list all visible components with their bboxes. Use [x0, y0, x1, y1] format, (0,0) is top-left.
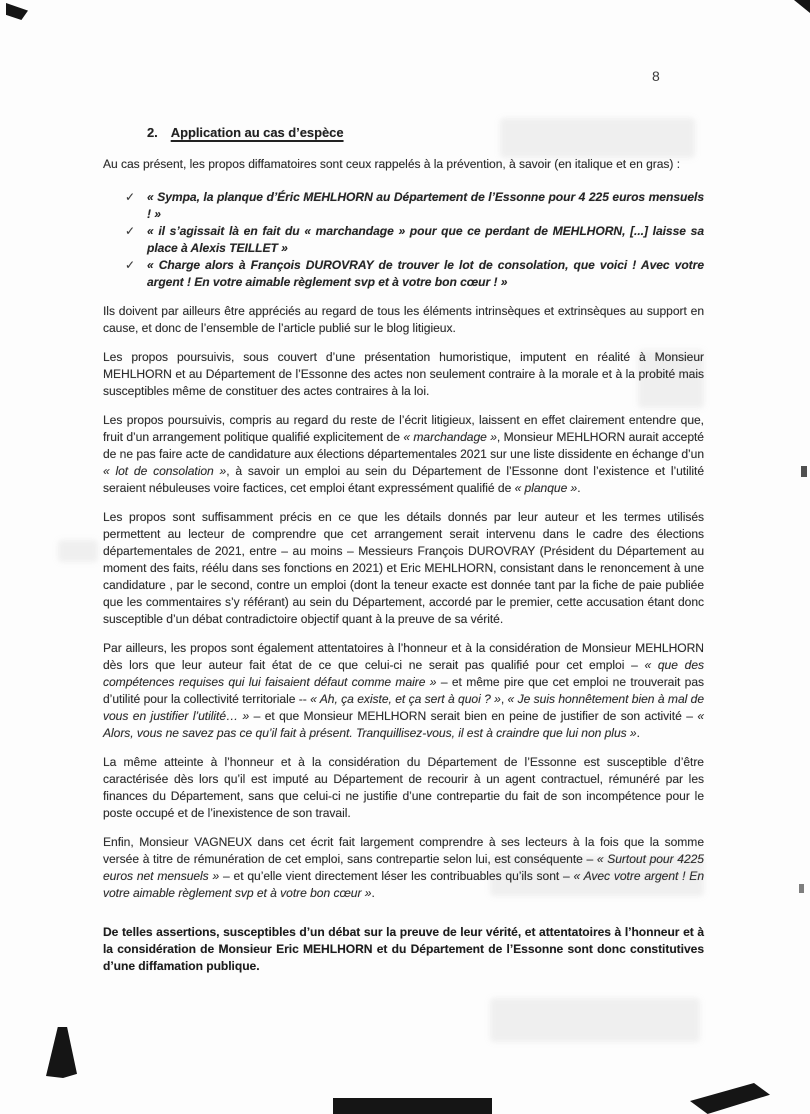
paragraph-conclusion: De telles assertions, susceptibles d’un débat sur la preuve de leur vérité, et attentatoires à l’honneur et à la considération de Monsieur Eric MEHLHORN et du Département de l’Essonne sont donc constitutives d’une diffamation publique. — [103, 925, 704, 973]
section-number: 2. — [147, 125, 158, 140]
quoted-statements-list — [103, 189, 704, 291]
section-title: Application au cas d’espèce — [170, 125, 344, 140]
checkmark-icon: ✓ — [125, 190, 136, 204]
document-body — [103, 124, 704, 975]
quote-item — [103, 189, 704, 223]
paragraph-presentation-humoristique: Les propos poursuivis, sous couvert d’une présentation humoristique, imputent en réalité à Monsieur MEHLHORN et au Département de l’Essonne des actes non seulement contraire à la morale et à la probité mais susceptibles même de constituer des actes contraires à la loi. — [103, 350, 704, 398]
paragraph-appreciation: Ils doivent par ailleurs être appréciés au regard de tous les éléments intrinsèques et extrinsèques au support en cause, et donc de l’ensemble de l’article publié sur le blog litigieux. — [103, 304, 704, 335]
quote-item — [103, 223, 704, 257]
scan-artifact-top-left — [6, 3, 28, 20]
checkmark-icon: ✓ — [125, 258, 136, 272]
scan-artifact-right-edge — [801, 466, 807, 477]
checkmark-icon: ✓ — [125, 224, 136, 238]
scan-artifact-bottom-left — [46, 1027, 77, 1078]
paragraph-precision-des-propos: Les propos sont suffisamment précis en ce que les détails donnés par leur auteur et les termes utilisés permettent au lecteur de comprendre que cet arrangement serait intervenu dans le cadre des élections départementales de 2021, entre – au moins – Messieurs François DUROVRAY (Président du Département au moment des faits, réélu dans ses fonctions en 2021) et Eric MEHLHORN, consistant dans le renoncement à une candidature , par le second, contre un emploi (dont la teneur exacte est donnée tant par la fiche de paie publiée que les commentaires s’y référant) au sein du Département, accordé par le premier, cette accusation étant donc susceptible d’un débat contradictoire objectif quant à la preuve de sa vérité. — [103, 510, 704, 626]
scan-artifact-bottom-right — [690, 1083, 770, 1114]
page-number: 8 — [652, 68, 660, 84]
quote-item — [103, 257, 704, 291]
paragraph-marchandage: Les propos poursuivis, compris au regard du reste de l’écrit litigieux, laissent en effet clairement entendre que, fruit d’un arrangement politique qualifié explicitement de « marchandage », Monsieur MEHLHORN aurait accepté de ne pas faire acte de candidature aux élections départementales 2021 sur une liste dissidente en échange d’un « lot de consolation », à savoir un emploi au sein du Département de l’Essonne dont l’existence et l’utilité seraient nébuleuses voire factices, cet emploi étant expressément qualifié de « planque ». — [103, 413, 704, 495]
quote-text: « Sympa, la planque d’Éric MEHLHORN au Département de l’Essonne pour 4 225 euros mensuels ! » — [147, 190, 704, 221]
scan-artifact-top-right — [794, 0, 810, 13]
quote-text: « il s’agissait là en fait du « marchandage » pour que ce perdant de MEHLHORN, [...] laisse sa place à Alexis TEILLET » — [147, 224, 704, 255]
paragraph-atteinte-honneur-mehlhorn: Par ailleurs, les propos sont également attentatoires à l’honneur et à la considération de Monsieur MEHLHORN dès lors que leur auteur fait état de ce que celui-ci ne serait pas qualifié pour cet emploi – « que des compétences requises qui lui faisaient défaut comme maire » – et même pire que cet emploi ne trouverait pas d’utilité pour la collectivité territoriale -- « Ah, ça existe, et ça sert à quoi ? », « Je suis honnêtement bien à mal de vous en justifier l’utilité… » – et que Monsieur MEHLHORN serait bien en peine de justifier de son activité – « Alors, vous ne savez pas ce qu’il fait à présent. Tranquillisez-vous, il est à craindre que lui non plus ». — [103, 641, 704, 740]
paragraph-atteinte-departement: La même atteinte à l’honneur et à la considération du Département de l’Essonne est susceptible d’être caractérisée dès lors qu’il est imputé au Département de recourir à un agent contractuel, rémunéré par les finances du Département, sans que celui-ci ne justifie d’une contrepartie du fait de son incompétence pour le poste occupé et de l’inexistence de son travail. — [103, 755, 704, 820]
section-heading — [147, 124, 704, 141]
paragraph-vagneux: Enfin, Monsieur VAGNEUX dans cet écrit fait largement comprendre à ses lecteurs à la fois que la somme versée à titre de rémunération de cet emploi, sans contrepartie selon lui, est conséquente – « Surtout pour 4225 euros net mensuels » – et qu’elle vient directement léser les contribuables qu’ils sont – « Avec votre argent ! En votre aimable règlement svp et à votre bon cœur ». — [103, 835, 705, 900]
paragraph-intro: Au cas présent, les propos diffamatoires sont ceux rappelés à la prévention, à savoir (en italique et en gras) : — [103, 157, 681, 171]
scan-artifact-bottom-center — [333, 1098, 492, 1114]
scan-bleed-through — [490, 998, 700, 1042]
scan-bleed-through — [58, 540, 98, 562]
quote-text: « Charge alors à François DUROVRAY de trouver le lot de consolation, que voici ! Avec votre argent ! En votre aimable règlement svp et à votre bon cœur ! » — [147, 258, 704, 289]
scan-artifact-right-edge — [799, 884, 804, 893]
